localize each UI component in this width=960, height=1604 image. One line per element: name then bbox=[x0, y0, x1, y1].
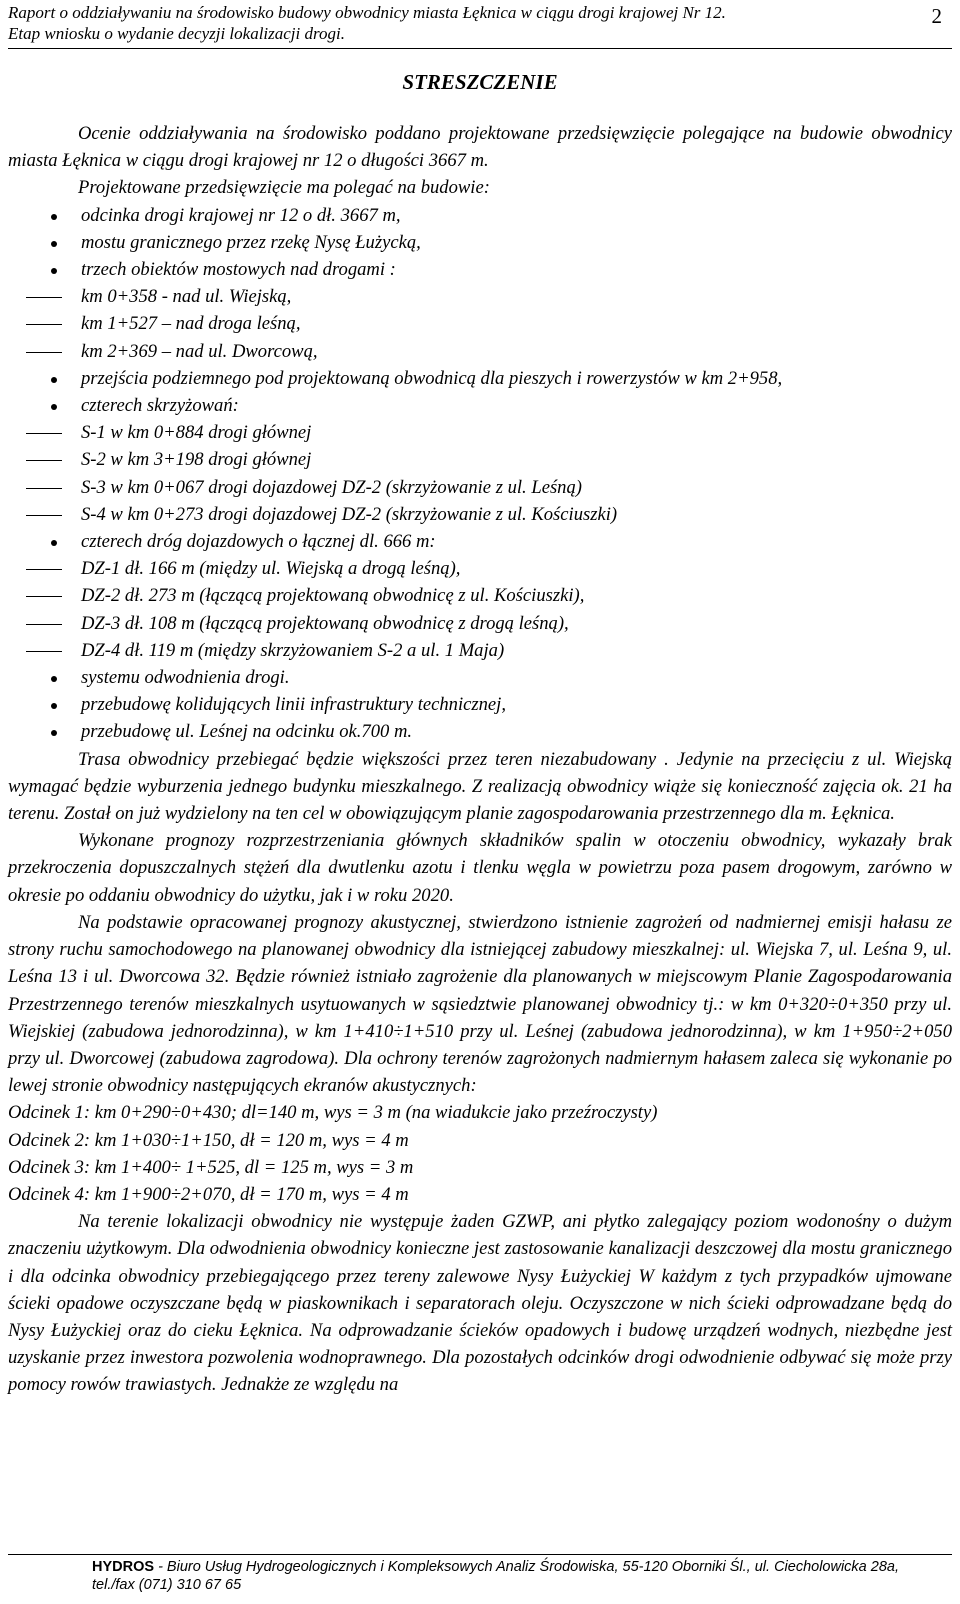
footer-address: - Biuro Usług Hydrogeologicznych i Kompleksowych Analiz Środowiska, 55-120 Oborniki Śl., ul. Ciecholowicka 28a, bbox=[154, 1559, 899, 1575]
list-item-text: km 1+527 – nad droga leśną, bbox=[81, 313, 301, 335]
dash-marker bbox=[26, 651, 62, 652]
bullet-marker bbox=[51, 404, 57, 410]
dash-list-item bbox=[8, 338, 952, 365]
dash-marker bbox=[26, 460, 62, 461]
bullet-list-item bbox=[8, 256, 952, 283]
bullet-marker bbox=[51, 703, 57, 709]
list-item-text: DZ-4 dł. 119 m (między skrzyżowaniem S-2 a ul. 1 Maja) bbox=[81, 639, 505, 661]
paragraph-noise: Na podstawie opracowanej prognozy akustycznej, stwierdzono istnienie zagrożeń od nadmiernej emisji hałasu ze strony ruchu samochodowego na planowanej obwodnicy dla istniejącej zabudowy mieszkalnej: ul. Wiejska 7, ul. Leśna 9, ul. Leśna 13 i ul. Dworcowa 32. Będzie również istniało zagrożenie dla planowanych w miejscowym Planie Zagospodarowania Przestrzennego terenów mieszkalnych usytuowanych w sąsiedztwie planowanej obwodnicy tj.: w km 0+320÷0+350 przy ul. Wiejskiej (zabudowa jednorodzinna), w km 1+410÷1+510 przy ul. Leśnej (zabudowa jednorodzinna), w km 1+950÷2+050 przy ul. Dworcowej (zabudowa zagrodowa). Dla ochrony terenów zagrożonych nadmiernym hałasem zaleca się wykonanie po lewej stronie obwodnicy następujących ekranów akustycznych: bbox=[8, 911, 952, 1097]
dash-marker bbox=[26, 488, 62, 489]
dash-marker bbox=[26, 324, 62, 325]
dash-marker bbox=[26, 596, 62, 597]
dash-list-item bbox=[8, 446, 952, 473]
dash-marker bbox=[26, 515, 62, 516]
list-item-text: przebudowę kolidujących linii infrastruktury technicznej, bbox=[81, 694, 506, 716]
paragraph-route: Trasa obwodnicy przebiegać będzie większości przez teren niezabudowany . Jedynie na przecięciu z ul. Wiejską wymagać będzie wyburzenia jednego budynku mieszkalnego. Z realizacją obwodnicy wiąże się konieczność zajęcia ok. 21 ha terenu. Został on już wydzielony na ten cel w obowiązującym planie zagospodarowania przestrzennego dla m. Łęknica. bbox=[8, 748, 952, 825]
intro-paragraph: Ocenie oddziaływania na środowisko poddano projektowane przedsięwzięcie polegające na budowie obwodnicy miasta Łęknica w ciągu drogi krajowej nr 12 o długości 3667 m. bbox=[8, 123, 952, 172]
dash-marker bbox=[26, 297, 62, 298]
screen-section-1: Odcinek 1: km 0+290÷0+430; dl=140 m, wys = 3 m (na wiadukcie jako przeźroczysty) bbox=[8, 1102, 658, 1124]
header-subtitle: Etap wniosku o wydanie decyzji lokalizacji drogi. bbox=[8, 24, 345, 43]
dash-list-item bbox=[8, 501, 952, 528]
bullet-list-item bbox=[8, 664, 952, 691]
bullet-list-item bbox=[8, 202, 952, 229]
list-item-text: trzech obiektów mostowych nad drogami : bbox=[81, 259, 396, 281]
list-item-text: DZ-3 dł. 108 m (łączącą projektowaną obwodnicę z drogą leśną), bbox=[81, 612, 569, 634]
list-item-text: przejścia podziemnego pod projektowaną obwodnicą dla pieszych i rowerzystów w km 2+958, bbox=[81, 367, 783, 389]
bullet-list-item bbox=[8, 528, 952, 555]
bullet-marker bbox=[51, 676, 57, 682]
list-item-text: DZ-2 dł. 273 m (łączącą projektowaną obwodnicę z ul. Kościuszki), bbox=[81, 585, 585, 607]
dash-list-item bbox=[8, 582, 952, 609]
bullet-list-item bbox=[8, 691, 952, 718]
dash-list-item bbox=[8, 637, 952, 664]
dash-marker bbox=[26, 569, 62, 570]
header-divider bbox=[8, 48, 952, 49]
dash-list-item bbox=[8, 419, 952, 446]
list-item-text: systemu odwodnienia drogi. bbox=[81, 667, 290, 689]
screen-section-2: Odcinek 2: km 1+030÷1+150, dł = 120 m, wys = 4 m bbox=[8, 1129, 409, 1151]
document-body bbox=[8, 120, 952, 1399]
dash-list-item bbox=[8, 555, 952, 582]
section-title: STRESZCZENIE bbox=[402, 70, 558, 94]
list-item-text: km 0+358 - nad ul. Wiejską, bbox=[81, 286, 292, 308]
list-item-text: mostu granicznego przez rzekę Nysę Łużycką, bbox=[81, 231, 421, 253]
list-item-text: przebudowę ul. Leśnej na odcinku ok.700 m. bbox=[81, 721, 413, 743]
dash-list-item bbox=[8, 310, 952, 337]
dash-marker bbox=[26, 433, 62, 434]
dash-list-item bbox=[8, 474, 952, 501]
footer-company: HYDROS bbox=[92, 1559, 155, 1575]
intro-lead: Projektowane przedsięwzięcie ma polegać na budowie: bbox=[78, 177, 490, 199]
bullet-marker bbox=[51, 540, 57, 546]
page-footer bbox=[92, 1558, 952, 1594]
bullet-marker bbox=[51, 377, 57, 383]
bullet-list-item bbox=[8, 392, 952, 419]
bullet-list-item bbox=[8, 365, 952, 392]
bullet-marker bbox=[51, 241, 57, 247]
list-item-text: S-1 w km 0+884 drogi głównej bbox=[81, 422, 312, 444]
paragraph-drainage: Na terenie lokalizacji obwodnicy nie występuje żaden GZWP, ani płytko zalegający poziom wodonośny o dużym znaczeniu użytkowym. Dla odwodnienia obwodnicy konieczne jest zastosowanie kanalizacji deszczowej dla mostu granicznego i dla odcinka obwodnicy przebiegającego przez tereny zalewowe Nysy Łużyckiej W każdym z tych przypadków ujmowane ścieki opadowe oczyszczane będą w piaskownikach i separatorach oleju. Oczyszczone w nich ścieki odprowadzane będą do Nysy Łużyckiej oraz do cieku Łęknica. Na odprowadzanie ścieków opadowych i budowę urządzeń wodnych, niezbędne jest uzyskanie przez inwestora pozwolenia wodnoprawnego. Dla pozostałych odcinków drogi odwodnienie odbywać się może przy pomocy rowów trawiastych. Jednakże ze względu na bbox=[8, 1211, 952, 1396]
list-item-text: czterech dróg dojazdowych o łącznej dl. 666 m: bbox=[81, 531, 436, 553]
header-title: Raport o oddziaływaniu na środowisko budowy obwodnicy miasta Łęknica w ciągu drogi krajowej Nr 12. bbox=[8, 3, 726, 22]
footer-divider bbox=[8, 1554, 952, 1555]
bullet-marker bbox=[51, 730, 57, 736]
screen-section-3: Odcinek 3: km 1+400÷ 1+525, dl = 125 m, wys = 3 m bbox=[8, 1156, 414, 1178]
list-item-text: S-3 w km 0+067 drogi dojazdowej DZ-2 (skrzyżowanie z ul. Leśną) bbox=[81, 476, 582, 498]
footer-phone: tel./fax (071) 310 67 65 bbox=[92, 1577, 242, 1593]
bullet-list-item bbox=[8, 718, 952, 745]
list-item-text: km 2+369 – nad ul. Dworcową, bbox=[81, 340, 318, 362]
list-item-text: S-4 w km 0+273 drogi dojazdowej DZ-2 (skrzyżowanie z ul. Kościuszki) bbox=[81, 503, 618, 525]
dash-marker bbox=[26, 624, 62, 625]
page-number: 2 bbox=[931, 4, 942, 28]
list-item-text: S-2 w km 3+198 drogi głównej bbox=[81, 449, 312, 471]
bullet-marker bbox=[51, 268, 57, 274]
screen-section-4: Odcinek 4: km 1+900÷2+070, dł = 170 m, wys = 4 m bbox=[8, 1183, 409, 1205]
list-item-text: odcinka drogi krajowej nr 12 o dł. 3667 m, bbox=[81, 204, 401, 226]
bullet-list-item bbox=[8, 229, 952, 256]
scope-list bbox=[8, 202, 952, 746]
list-item-text: czterech skrzyżowań: bbox=[81, 395, 239, 417]
dash-marker bbox=[26, 352, 62, 353]
list-item-text: DZ-1 dł. 166 m (między ul. Wiejską a drogą leśną), bbox=[81, 558, 461, 580]
bullet-marker bbox=[51, 214, 57, 220]
dash-list-item bbox=[8, 283, 952, 310]
dash-list-item bbox=[8, 610, 952, 637]
paragraph-emissions: Wykonane prognozy rozprzestrzeniania głównych składników spalin w otoczeniu obwodnicy, wykazały brak przekroczenia dopuszczalnych stężeń dla dwutlenku azotu i tlenku węgla w powietrzu poza pasem drogowym, zarówno w okresie po oddaniu obwodnicy do użytku, jak i w roku 2020. bbox=[8, 830, 952, 906]
